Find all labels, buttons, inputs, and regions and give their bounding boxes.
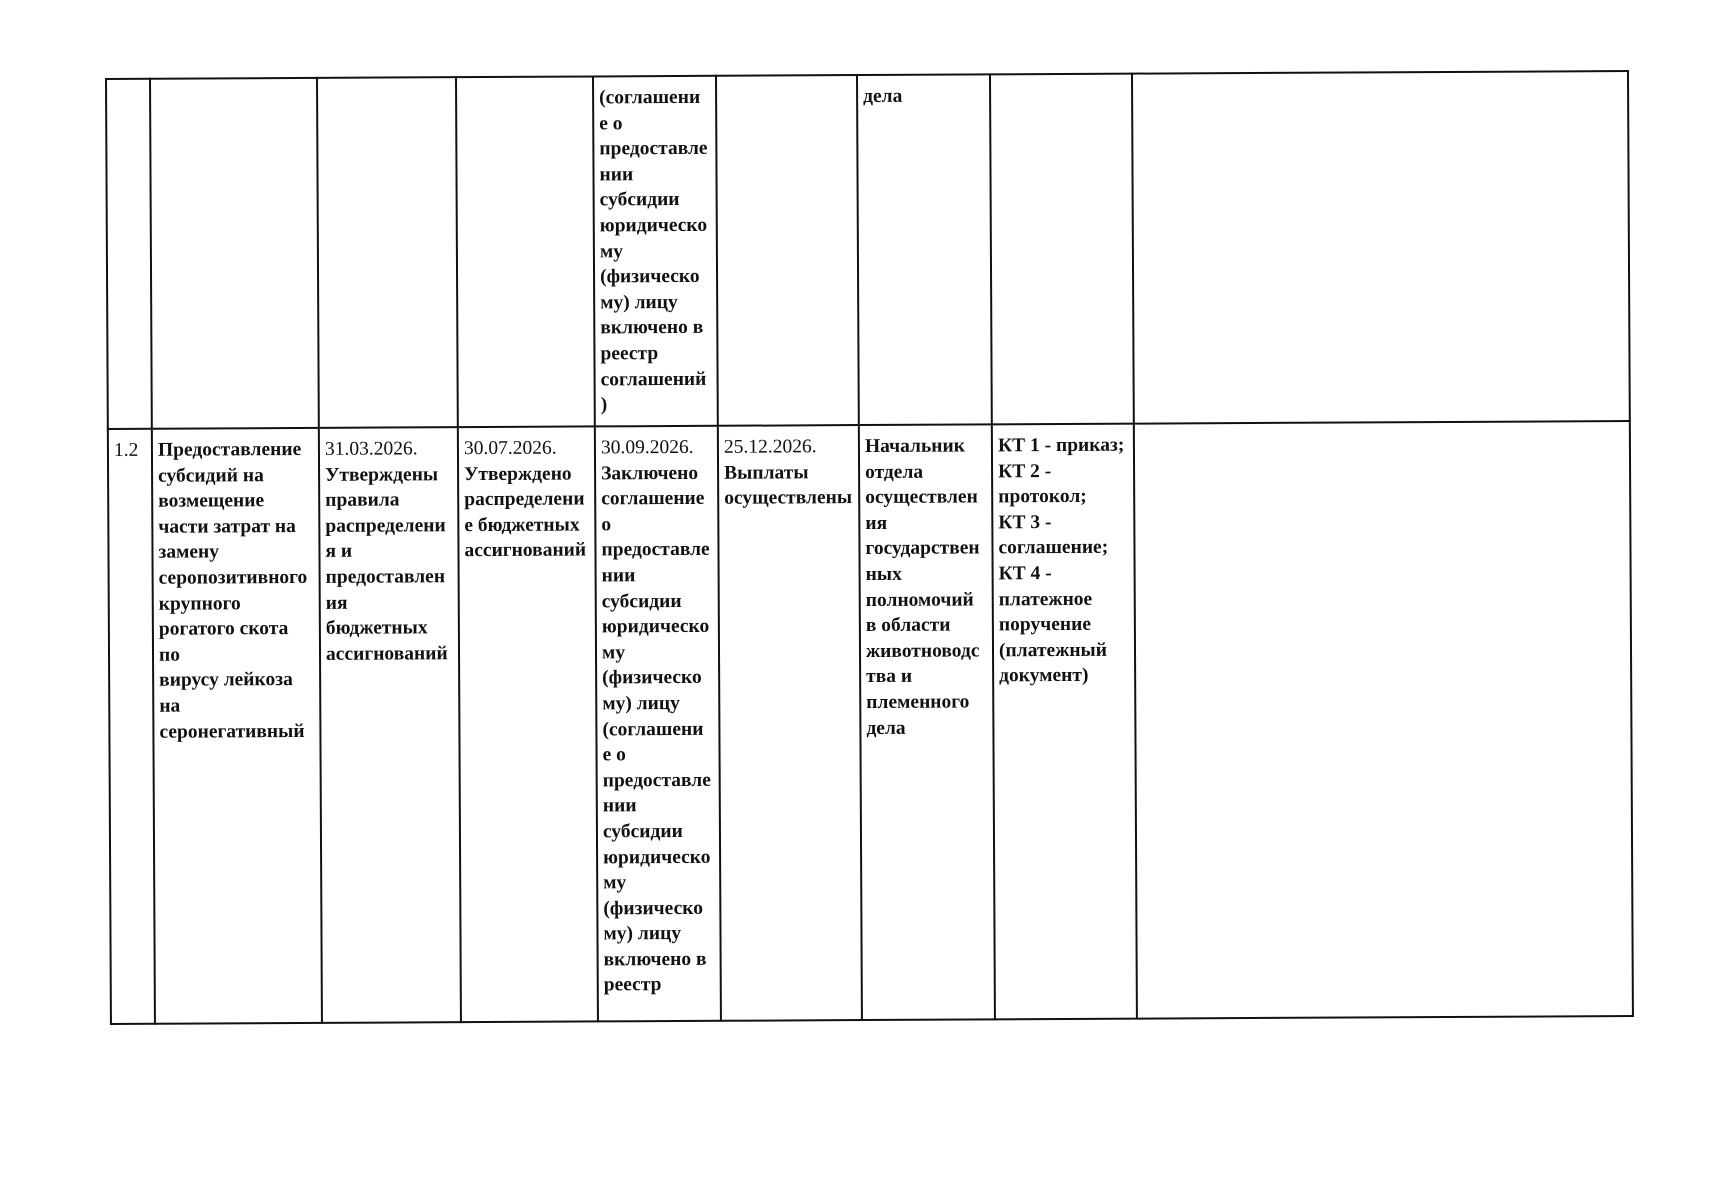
responsible-cell — [857, 74, 992, 425]
stage2-date: 30.07.2026. — [463, 437, 557, 460]
stage3-cell — [593, 76, 718, 427]
documents-cell — [990, 74, 1134, 425]
stage3-text: Заключено соглашение о предоставле нии субсидии юридическо му (физическо му) лицу (соглашени е о предоставле нии субсидии юридическо му (физическо му) лицу включено в реестр — [601, 462, 711, 996]
extra-text — [1138, 80, 1622, 83]
stage3-date: 30.09.2026. — [600, 436, 694, 459]
stage1-text — [323, 86, 450, 87]
documents-cell — [992, 424, 1137, 1020]
stage3-text: (соглашени е о предоставле нии субсидии юридическо му (физическо му) лицу включено в реестр соглашений ) — [599, 86, 708, 416]
stage2-text: Утверждено распределени е бюджетных ассигнований — [464, 463, 587, 562]
row-number: 1.2 — [113, 439, 139, 461]
event-text — [156, 87, 311, 88]
documents-text — [996, 83, 1126, 84]
responsible-cell — [859, 424, 995, 1020]
stage4-date: 25.12.2026. — [723, 436, 817, 458]
stage2-cell — [456, 76, 595, 427]
event-cell — [150, 78, 319, 429]
table-row — [106, 71, 1630, 429]
stage1-cell — [317, 77, 458, 428]
stage4-cell — [718, 425, 862, 1021]
extra-cell — [1134, 421, 1633, 1019]
table-row — [108, 421, 1633, 1024]
stage4-cell — [716, 75, 859, 426]
responsible-text: дела — [863, 85, 903, 108]
stage2-cell — [458, 426, 598, 1022]
row-number-cell — [106, 79, 152, 429]
stage4-text: Выплаты осуществлены — [724, 461, 853, 509]
stage1-text: Утверждены правила распределени я и предоставлен ия бюджетных ассигнований — [325, 463, 448, 665]
stage2-text — [462, 85, 587, 86]
extra-cell — [1132, 71, 1630, 424]
stage1-date: 31.03.2026. — [324, 438, 418, 460]
extra-text — [1140, 430, 1624, 433]
stage3-cell — [595, 426, 721, 1022]
event-cell — [152, 428, 322, 1024]
stage4-text — [722, 84, 851, 85]
stage1-cell — [319, 427, 461, 1023]
row-number-cell — [108, 429, 155, 1024]
plan-table — [105, 70, 1634, 1025]
responsible-text: Начальник отдела осуществлен ия государствен ных полномочий в области животноводс тва и племенного дела — [864, 435, 980, 739]
documents-text: КТ 1 - приказ; КТ 2 - протокол; КТ 3 - соглашение; КТ 4 - платежное поручение (платежный документ) — [997, 434, 1125, 687]
event-text: Предоставление субсидий на возмещение части затрат на замену серопозитивного крупного рогатого скота по вирусу лейкоза на серонегативный — [157, 438, 308, 743]
